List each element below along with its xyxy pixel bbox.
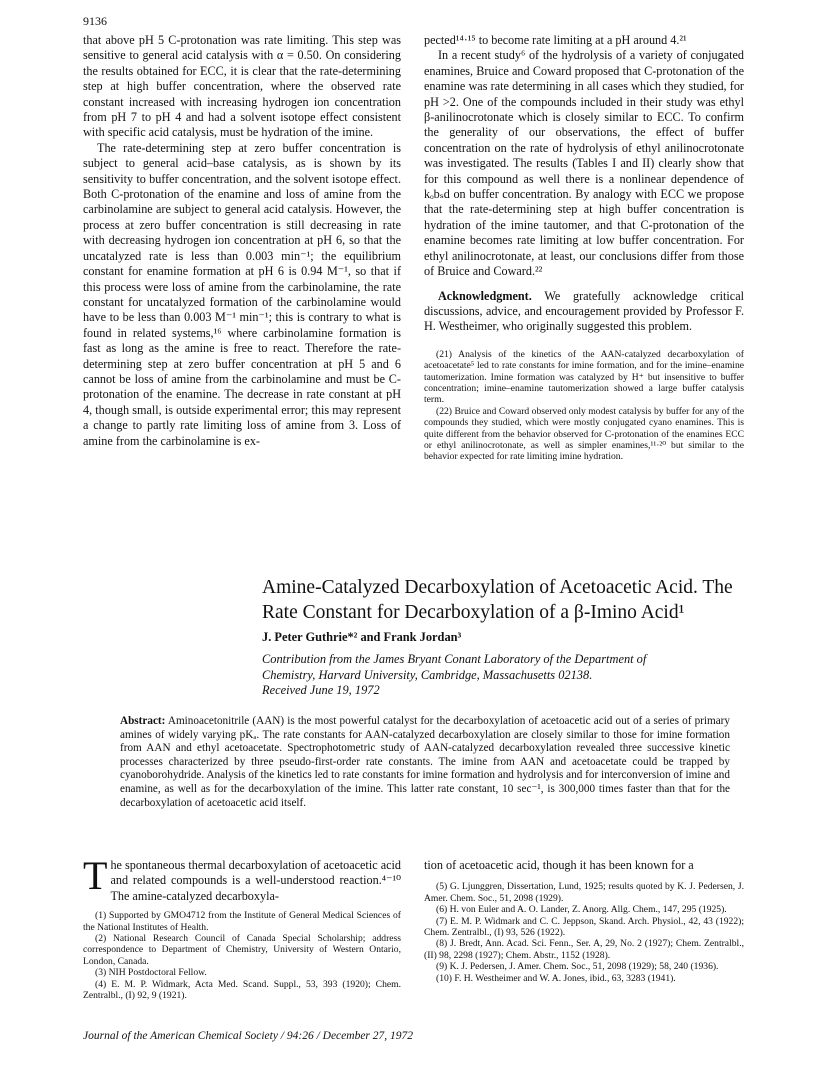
- footnote: (21) Analysis of the kinetics of the AAN-catalyzed decarboxylation of acetoacetate⁵ led to rate constants for imine formation, and for the imine–enamine tautomerization. Imine formation was catalyzed by H⁺ but insensitive to buffer concentration; imine–enamine tautomerization showed a large buffer catalysis term.: [424, 348, 744, 406]
- footnote: (5) G. Ljunggren, Dissertation, Lund, 1925; results quoted by K. J. Pedersen, J. Amer. Chem. Soc., 51, 2098 (1929).: [424, 881, 744, 904]
- acknowledgment: [424, 289, 744, 335]
- authors: J. Peter Guthrie*² and Frank Jordan³: [262, 630, 462, 644]
- received-date: Received June 19, 1972: [262, 683, 380, 697]
- page-number: 9136: [83, 14, 107, 28]
- intro-paragraph: tion of acetoacetic acid, though it has been known for a: [424, 858, 694, 872]
- footnote: (3) NIH Postdoctoral Fellow.: [95, 967, 207, 979]
- affiliation: [262, 652, 762, 699]
- footnote: (22) Bruice and Coward observed only modest catalysis by buffer for any of the compounds they studied, which were mostly conjugated cyano enamines. This is quite different from the behavior observed for C-protonation of the enamines ECC or ethyl anilinocrotonate, as well as simpler enamines,¹¹·²⁰ but similar to the behavior expected for rate limiting imine hydration.: [424, 405, 744, 463]
- body-paragraph: The rate-determining step at zero buffer concentration is subject to general acid–base catalysis, as is shown by its sensitivity to buffer concentration, and the solvent isotope effect. Both C-protonation of the enamine and loss of amine from the carbinolamine are subject to general acid catalysis. However, the process at zero buffer concentration is still decreasing in rate with decreasing hydrogen ion concentration at pH 6, so that the uncatalyzed rate is less than 0.003 min⁻¹; the equilibrium constant for enamine formation at pH 6 is 0.94 M⁻¹, so that if this process were loss of amine from the carbinolamine, the rate constant for uncatalyzed formation of the carbinolamine would have to be less than 0.003 M⁻¹ min⁻¹; this is contrary to what is found in related systems,¹⁶ where carbinolamine formation is fast as long as the amine is free to react. Therefore the rate-determining step at zero buffer concentration at pH 5 and 6 cannot be loss of amine from the carbinolamine and must be C-protonation of the enamine. The decrease in rate constant at pH 4, though small, is outside experimental error; this may represent a change to partly rate limiting loss of amine from 3. Loss of amine from the carbinolamine is ex-: [83, 140, 401, 448]
- article-title-line-2: Rate Constant for Decarboxylation of a β-Imino Acid¹: [262, 602, 685, 623]
- article-title: [262, 575, 782, 625]
- footnote: (2) National Research Council of Canada Special Scholarship; address correspondence to Department of Chemistry, University of Western Ontario, London, Canada.: [83, 933, 401, 967]
- footnote: (1) Supported by GMO4712 from the Institute of General Medical Sciences of the National Institutes of Health.: [83, 910, 401, 933]
- intro-right-column: [424, 858, 744, 984]
- footnote: (7) E. M. P. Widmark and C. C. Jeppson, Skand. Arch. Physiol., 42, 43 (1922); Chem. Zentralbl., (I) 93, 526 (1922).: [424, 915, 744, 939]
- intro-paragraph: [83, 853, 401, 904]
- intro-text: he spontaneous thermal decarboxylation of acetoacetic acid and related compounds is a well-understood reaction.⁴⁻¹⁰ The amine-catalyzed decarboxyla-: [110, 858, 401, 903]
- affiliation-line-1: Contribution from the James Bryant Conant Laboratory of the Department of: [262, 652, 647, 666]
- top-left-column: [83, 33, 401, 449]
- footnote: (9) K. J. Pedersen, J. Amer. Chem. Soc., 51, 2098 (1929); 58, 240 (1936).: [436, 961, 719, 973]
- footnote: (4) E. M. P. Widmark, Acta Med. Scand. Suppl., 53, 393 (1920); Chem. Zentralbl., (I) 92, 9 (1921).: [83, 978, 401, 1002]
- acknowledgment-text: We gratefully acknowledge critical discussions, advice, and encouragement provided by Professor F. H. Westheimer, who originally suggested this problem.: [424, 288, 744, 334]
- body-paragraph: pected¹⁴·¹⁵ to become rate limiting at a pH around 4.²¹: [424, 33, 687, 47]
- bottom-right-footnotes: [424, 881, 744, 984]
- journal-footer: Journal of the American Chemical Society / 94:26 / December 27, 1972: [83, 1030, 414, 1042]
- abstract-label: Abstract:: [120, 715, 166, 727]
- bottom-left-footnotes: [83, 910, 401, 1001]
- abstract-text: Aminoacetonitrile (AAN) is the most powerful catalyst for the decarboxylation of acetoacetic acid out of a series of primary amines of widely varying pKₐ. The rate constants for AAN-catalyzed decarboxylation are closely similar to those for imine formation from AAN and ethyl acetoacetate. Spectrophotometric study of AAN-catalyzed decarboxylation revealed three successive kinetic processes characterized by three pseudo-first-order rate constants. The imine from AAN and acetoacetate could be trapped by cyanoborohydride. Analysis of the kinetics led to rate constants for imine formation and hydrolysis and for interconversion of imine and enamine, as well as for the decarboxylation of the imine. This latter rate constant, 10 sec⁻¹, is 300,000 times faster than that for the decarboxylation of acetoacetic acid itself.: [120, 715, 730, 809]
- footnote: (6) H. von Euler and A. O. Lander, Z. Anorg. Allg. Chem., 147, 295 (1925).: [436, 904, 727, 916]
- article-title-line-1: Amine-Catalyzed Decarboxylation of Acetoacetic Acid. The: [262, 577, 733, 598]
- affiliation-line-2: Chemistry, Harvard University, Cambridge, Massachusetts 02138.: [262, 667, 593, 682]
- intro-left-column: [83, 853, 401, 1002]
- drop-cap: T: [83, 853, 108, 898]
- footnote: (8) J. Bredt, Ann. Acad. Sci. Fenn., Ser. A, 29, No. 2 (1927); Chem. Zentralbl., (II) 98, 2298 (1927); Chem. Abstr., 1152 (1928).: [424, 938, 744, 961]
- abstract: [120, 715, 730, 810]
- acknowledgment-heading: Acknowledgment.: [438, 288, 532, 303]
- top-footnotes: [424, 349, 744, 463]
- top-right-column: [424, 33, 744, 463]
- footnote: (10) F. H. Westheimer and W. A. Jones, ibid., 63, 3283 (1941).: [436, 972, 676, 984]
- body-paragraph: that above pH 5 C-protonation was rate limiting. This step was sensitive to general acid catalysis with α = 0.50. On considering the results obtained for ECC, it is clear that the rate-determining step at high buffer concentration, where the observed rate constant increased with increasing hydrogen ion concentration from pH 7 to pH 4 and had a solvent isotope effect consistent with specific acid catalysis, must be hydration of the imine.: [83, 33, 401, 140]
- body-paragraph: In a recent study⁶ of the hydrolysis of a variety of conjugated enamines, Bruice and Coward proposed that C-protonation of the enamine was rate determining in all cases which they studied, for pH >2. One of the compounds included in their study was ethyl β-anilinocrotonate which is closely similar to ECC. To confirm the generality of our observations, the effect of buffer concentration on the rate of hydrolysis of ethyl anilinocrotonate was investigated. The results (Tables I and II) clearly show that for this compound as well there is a nonlinear dependence of kₒbₛd on buffer concentration. By analogy with ECC we propose that the rate-determining step at high buffer concentration is hydration of the imine tautomer, and that C-protonation of the enamine becomes rate limiting at low buffer concentration. For ethyl anilinocrotonate, at least, our conclusions differ from those of Bruice and Coward.²²: [424, 48, 744, 279]
